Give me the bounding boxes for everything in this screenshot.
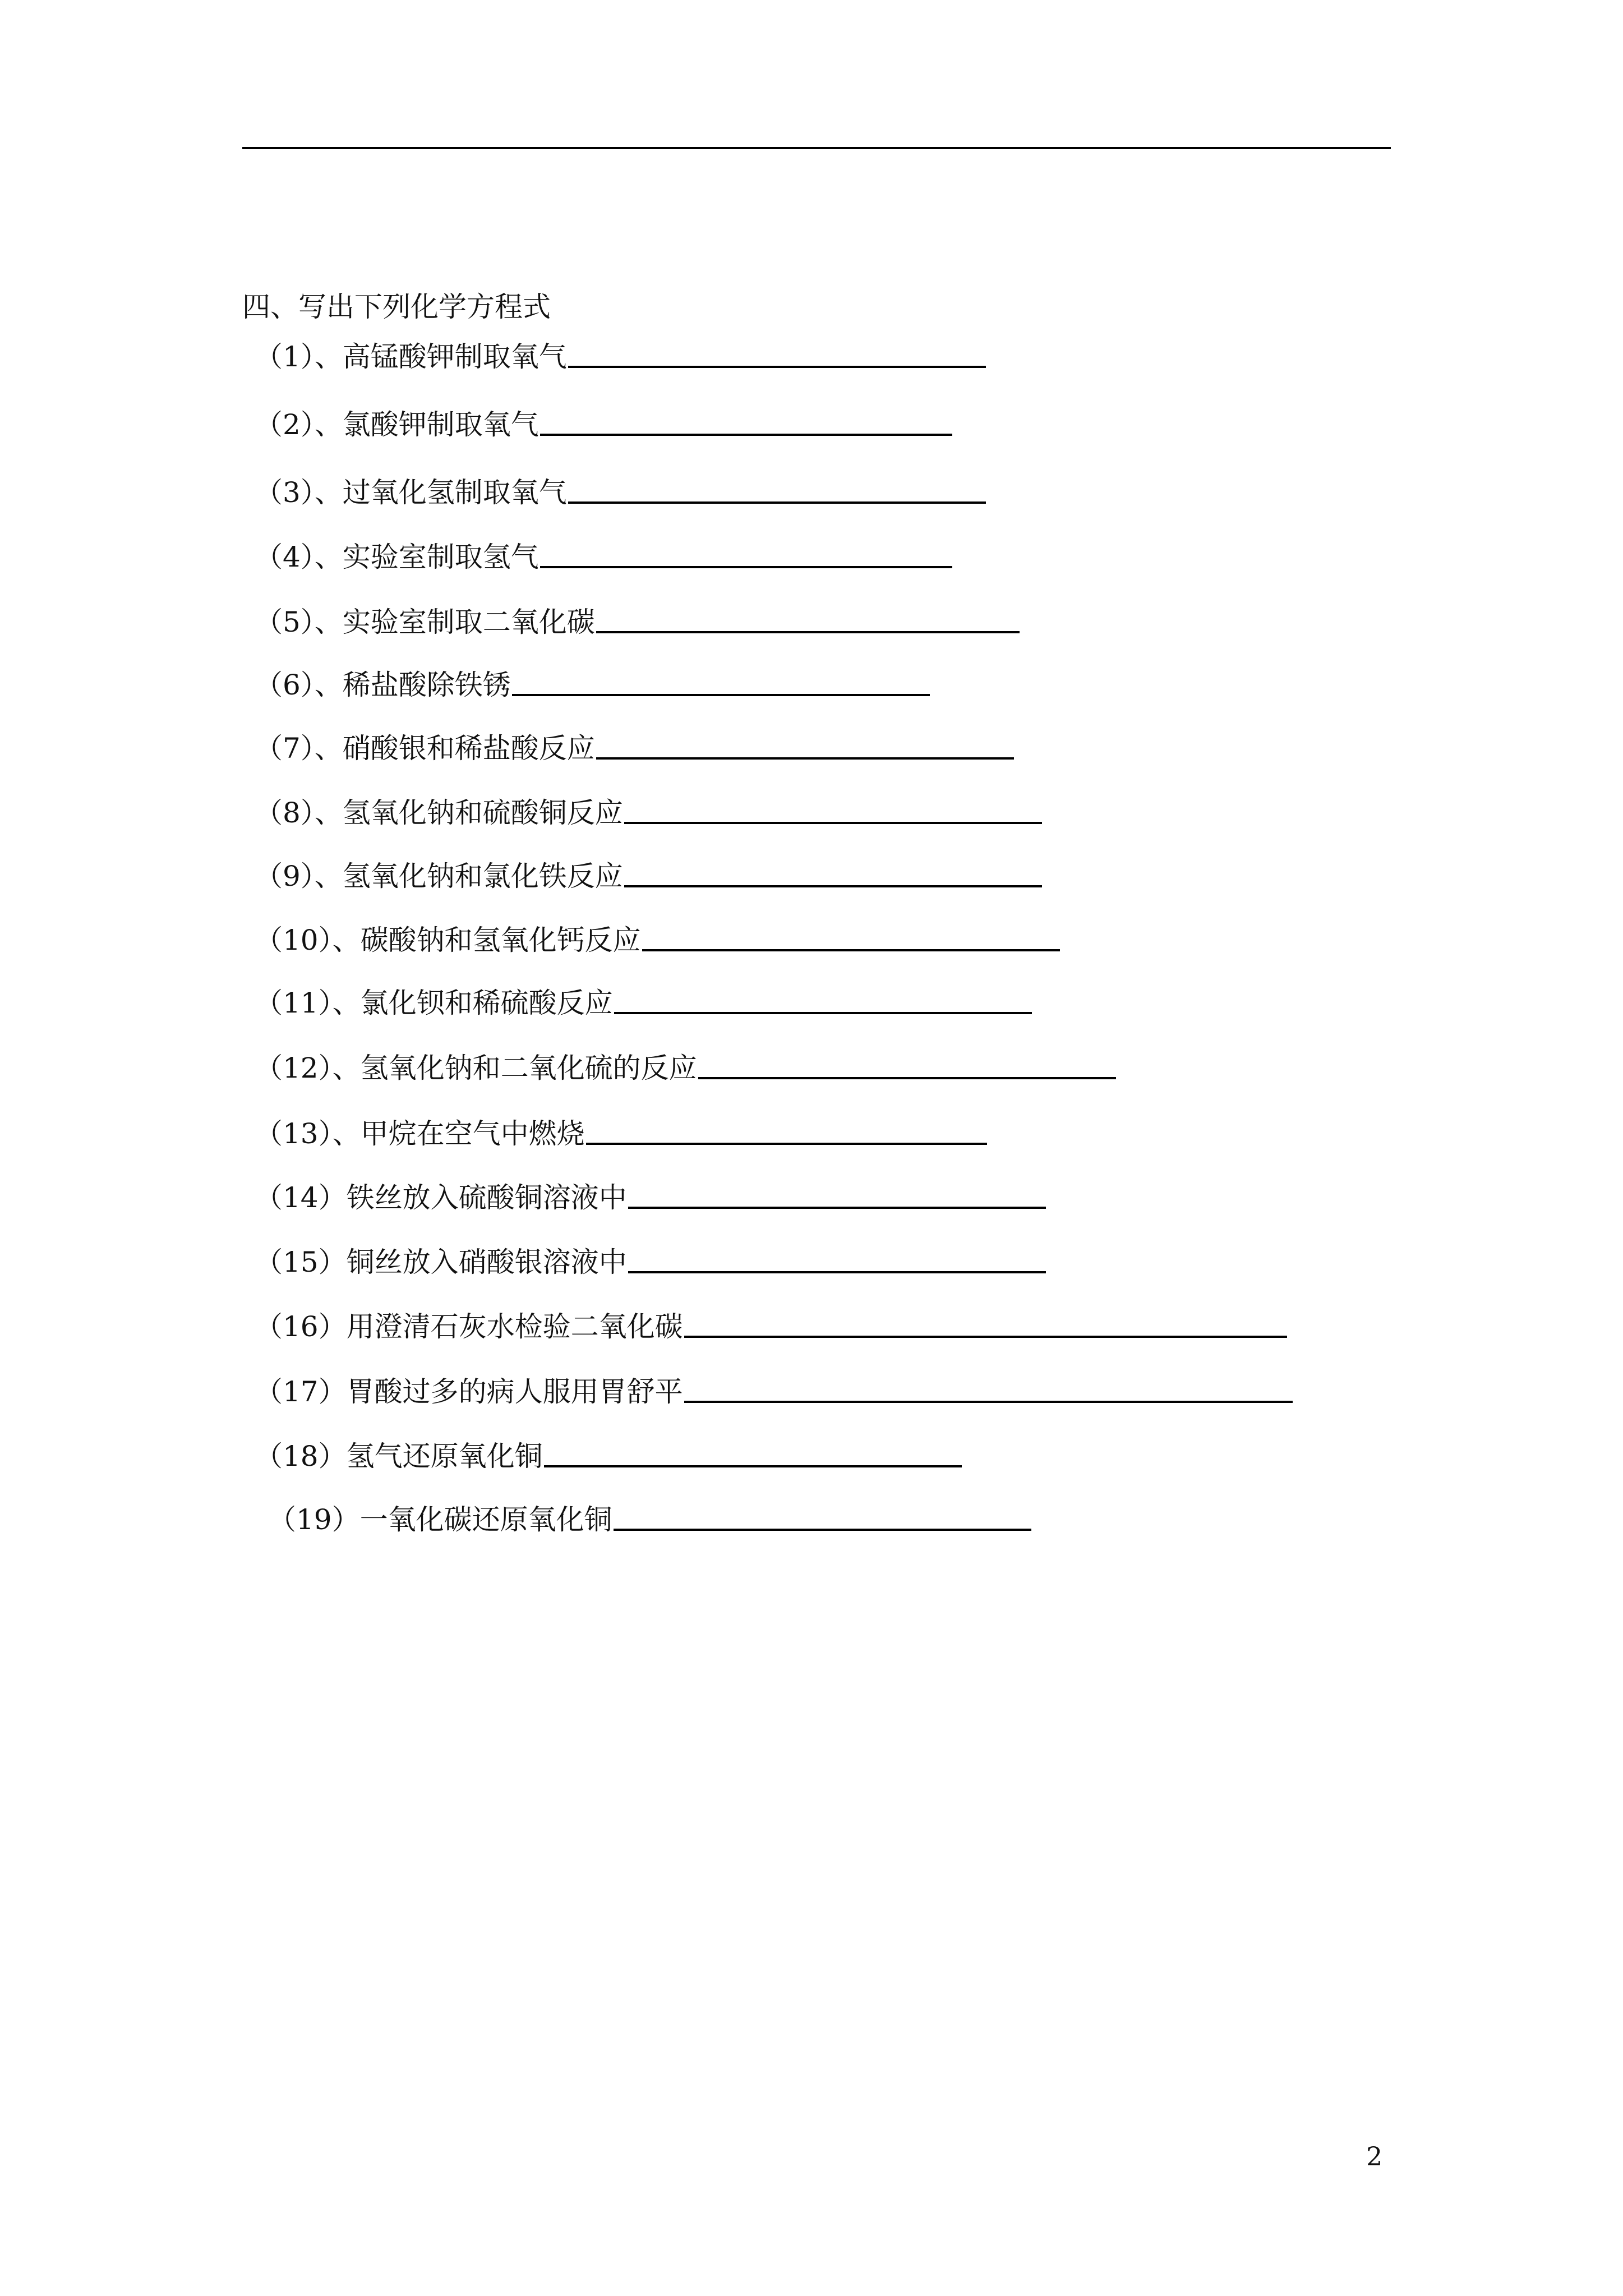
answer-blank[interactable] <box>540 566 952 568</box>
question-label: （16）用澄清石灰水检验二氧化碳 <box>255 1310 683 1343</box>
page-number: 2 <box>1366 2141 1383 2171</box>
question-17 <box>255 1370 1293 1409</box>
answer-blank[interactable] <box>642 949 1060 951</box>
answer-blank[interactable] <box>586 1143 987 1145</box>
question-label: （13）、甲烷在空气中燃烧 <box>255 1117 585 1150</box>
question-18 <box>255 1434 962 1474</box>
question-3 <box>255 471 986 510</box>
question-label: （5）、实验室制取二氧化碳 <box>255 606 595 638</box>
answer-blank[interactable] <box>614 1529 1031 1531</box>
answer-blank[interactable] <box>596 757 1014 760</box>
section-title: 四、写出下列化学方程式 <box>242 291 551 323</box>
answer-blank[interactable] <box>544 1465 962 1467</box>
question-9 <box>255 854 1042 894</box>
answer-blank[interactable] <box>614 1012 1032 1014</box>
question-11 <box>255 981 1032 1020</box>
answer-blank[interactable] <box>628 1271 1046 1273</box>
answer-blank[interactable] <box>624 885 1042 887</box>
question-2 <box>255 403 952 442</box>
question-label: （3）、过氧化氢制取氧气 <box>255 476 567 509</box>
question-label: （8）、氢氧化钠和硫酸铜反应 <box>255 797 623 829</box>
question-1 <box>255 335 986 374</box>
answer-blank[interactable] <box>628 1207 1046 1209</box>
question-label: （7）、硝酸银和稀盐酸反应 <box>255 732 595 765</box>
answer-blank[interactable] <box>684 1336 1287 1338</box>
answer-blank[interactable] <box>568 366 986 368</box>
question-label: （4）、实验室制取氢气 <box>255 541 539 573</box>
answer-blank[interactable] <box>512 694 930 696</box>
question-label: （2）、氯酸钾制取氧气 <box>255 408 539 441</box>
question-12 <box>255 1046 1116 1085</box>
question-8 <box>255 791 1042 830</box>
question-13 <box>255 1112 987 1151</box>
question-label: （12）、氢氧化钠和二氧化硫的反应 <box>255 1052 697 1084</box>
question-6 <box>255 663 930 702</box>
question-10 <box>255 918 1060 958</box>
answer-blank[interactable] <box>596 631 1020 633</box>
question-label: （6）、稀盐酸除铁锈 <box>255 669 511 701</box>
question-16 <box>255 1305 1287 1344</box>
question-label: （19）一氧化碳还原氧化铜 <box>268 1503 612 1536</box>
answer-blank[interactable] <box>624 822 1042 824</box>
question-label: （9）、氢氧化钠和氯化铁反应 <box>255 860 623 892</box>
question-label: （15）铜丝放入硝酸银溶液中 <box>255 1246 627 1278</box>
answer-blank[interactable] <box>684 1401 1293 1403</box>
question-label: （18）氢气还原氧化铜 <box>255 1440 543 1473</box>
answer-blank[interactable] <box>568 501 986 504</box>
question-label: （17）胃酸过多的病人服用胃舒平 <box>255 1375 683 1408</box>
header-rule <box>242 147 1391 149</box>
question-5 <box>255 600 1020 639</box>
question-label: （11）、氯化钡和稀硫酸反应 <box>255 987 613 1019</box>
question-19 <box>268 1498 1031 1537</box>
question-15 <box>255 1240 1046 1280</box>
question-label: （14）铁丝放入硫酸铜溶液中 <box>255 1181 627 1214</box>
answer-blank[interactable] <box>698 1077 1116 1079</box>
answer-blank[interactable] <box>540 434 952 436</box>
question-7 <box>255 726 1014 766</box>
question-14 <box>255 1176 1046 1215</box>
question-label: （10）、碳酸钠和氢氧化钙反应 <box>255 924 641 956</box>
question-label: （1）、高锰酸钾制取氧气 <box>255 341 567 373</box>
question-4 <box>255 535 952 574</box>
